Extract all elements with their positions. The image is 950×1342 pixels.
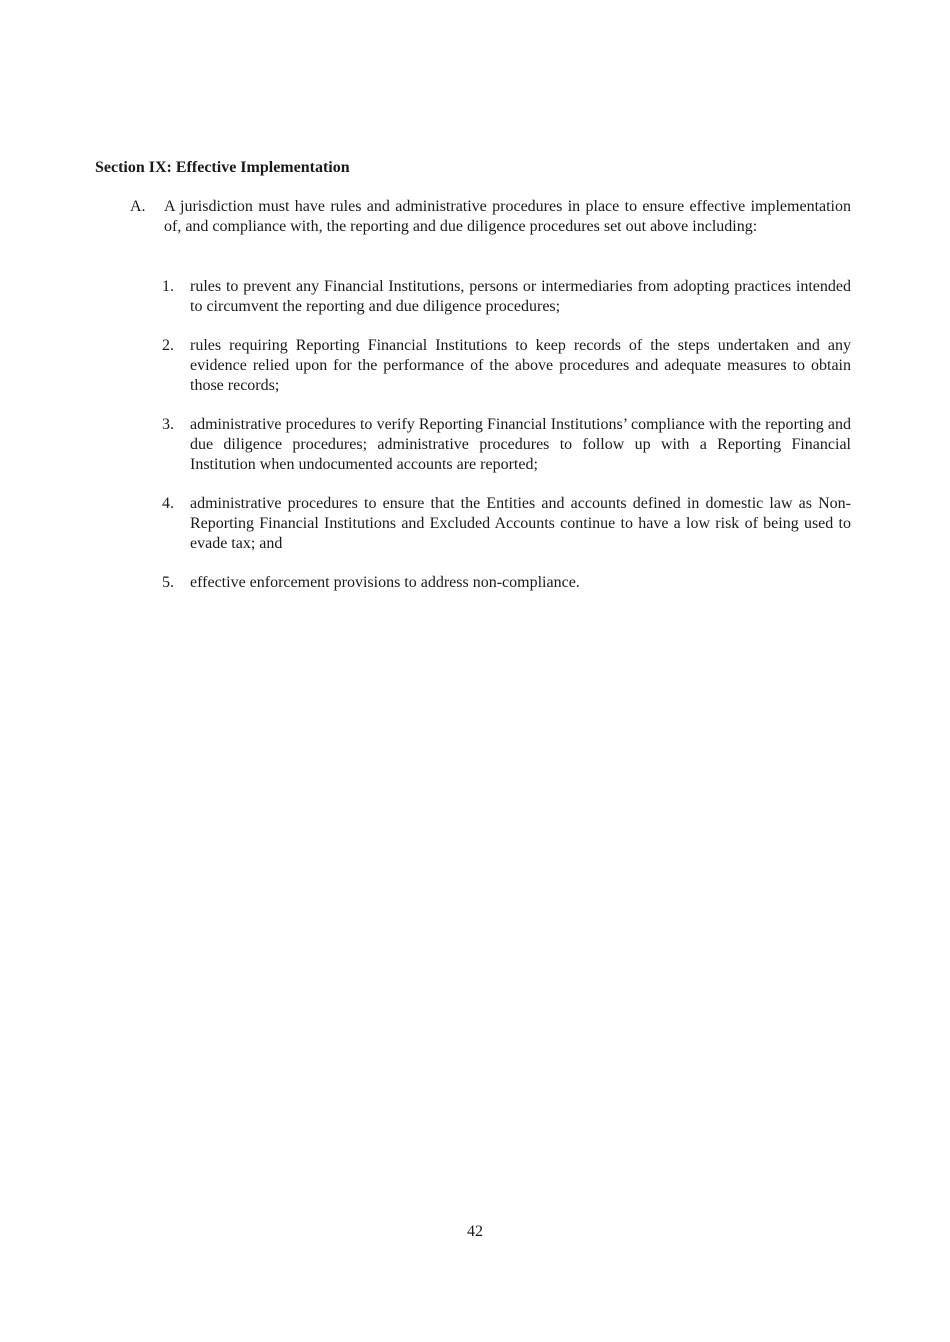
list-item-number: 5.	[162, 574, 174, 591]
list-item	[162, 573, 851, 593]
list-item-text: effective enforcement provisions to address non-compliance.	[190, 574, 580, 591]
list-item	[162, 277, 851, 317]
list-item	[162, 494, 851, 554]
list-item-number: 2.	[162, 337, 174, 354]
list-item-number: 3.	[162, 416, 174, 433]
list-item-text: rules to prevent any Financial Institutions, persons or intermediaries from adopting practices intended to circumvent the reporting and due diligence procedures;	[190, 278, 851, 315]
paragraph-a-text: A jurisdiction must have rules and administrative procedures in place to ensure effective implementation of, and compliance with, the reporting and due diligence procedures set out above including:	[164, 198, 851, 235]
section-title: Section IX: Effective Implementation	[95, 159, 350, 176]
list-item-text: rules requiring Reporting Financial Institutions to keep records of the steps undertaken and any evidence relied upon for the performance of the above procedures and adequate measures to obtain those records;	[190, 337, 851, 394]
requirements-list	[162, 277, 851, 612]
list-item-number: 4.	[162, 495, 174, 512]
list-item-number: 1.	[162, 278, 174, 295]
paragraph-a	[130, 197, 851, 237]
list-item-text: administrative procedures to verify Reporting Financial Institutions’ compliance with the reporting and due diligence procedures; administrative procedures to follow up with a Reporting Financial Institution when undocumented accounts are reported;	[190, 416, 851, 473]
list-item-text: administrative procedures to ensure that the Entities and accounts defined in domestic law as Non-Reporting Financial Institutions and Excluded Accounts continue to have a low risk of being used to evade tax; and	[190, 495, 851, 552]
list-item	[162, 415, 851, 475]
page-number: 42	[467, 1223, 483, 1240]
list-item	[162, 336, 851, 396]
paragraph-a-marker: A.	[130, 198, 146, 215]
